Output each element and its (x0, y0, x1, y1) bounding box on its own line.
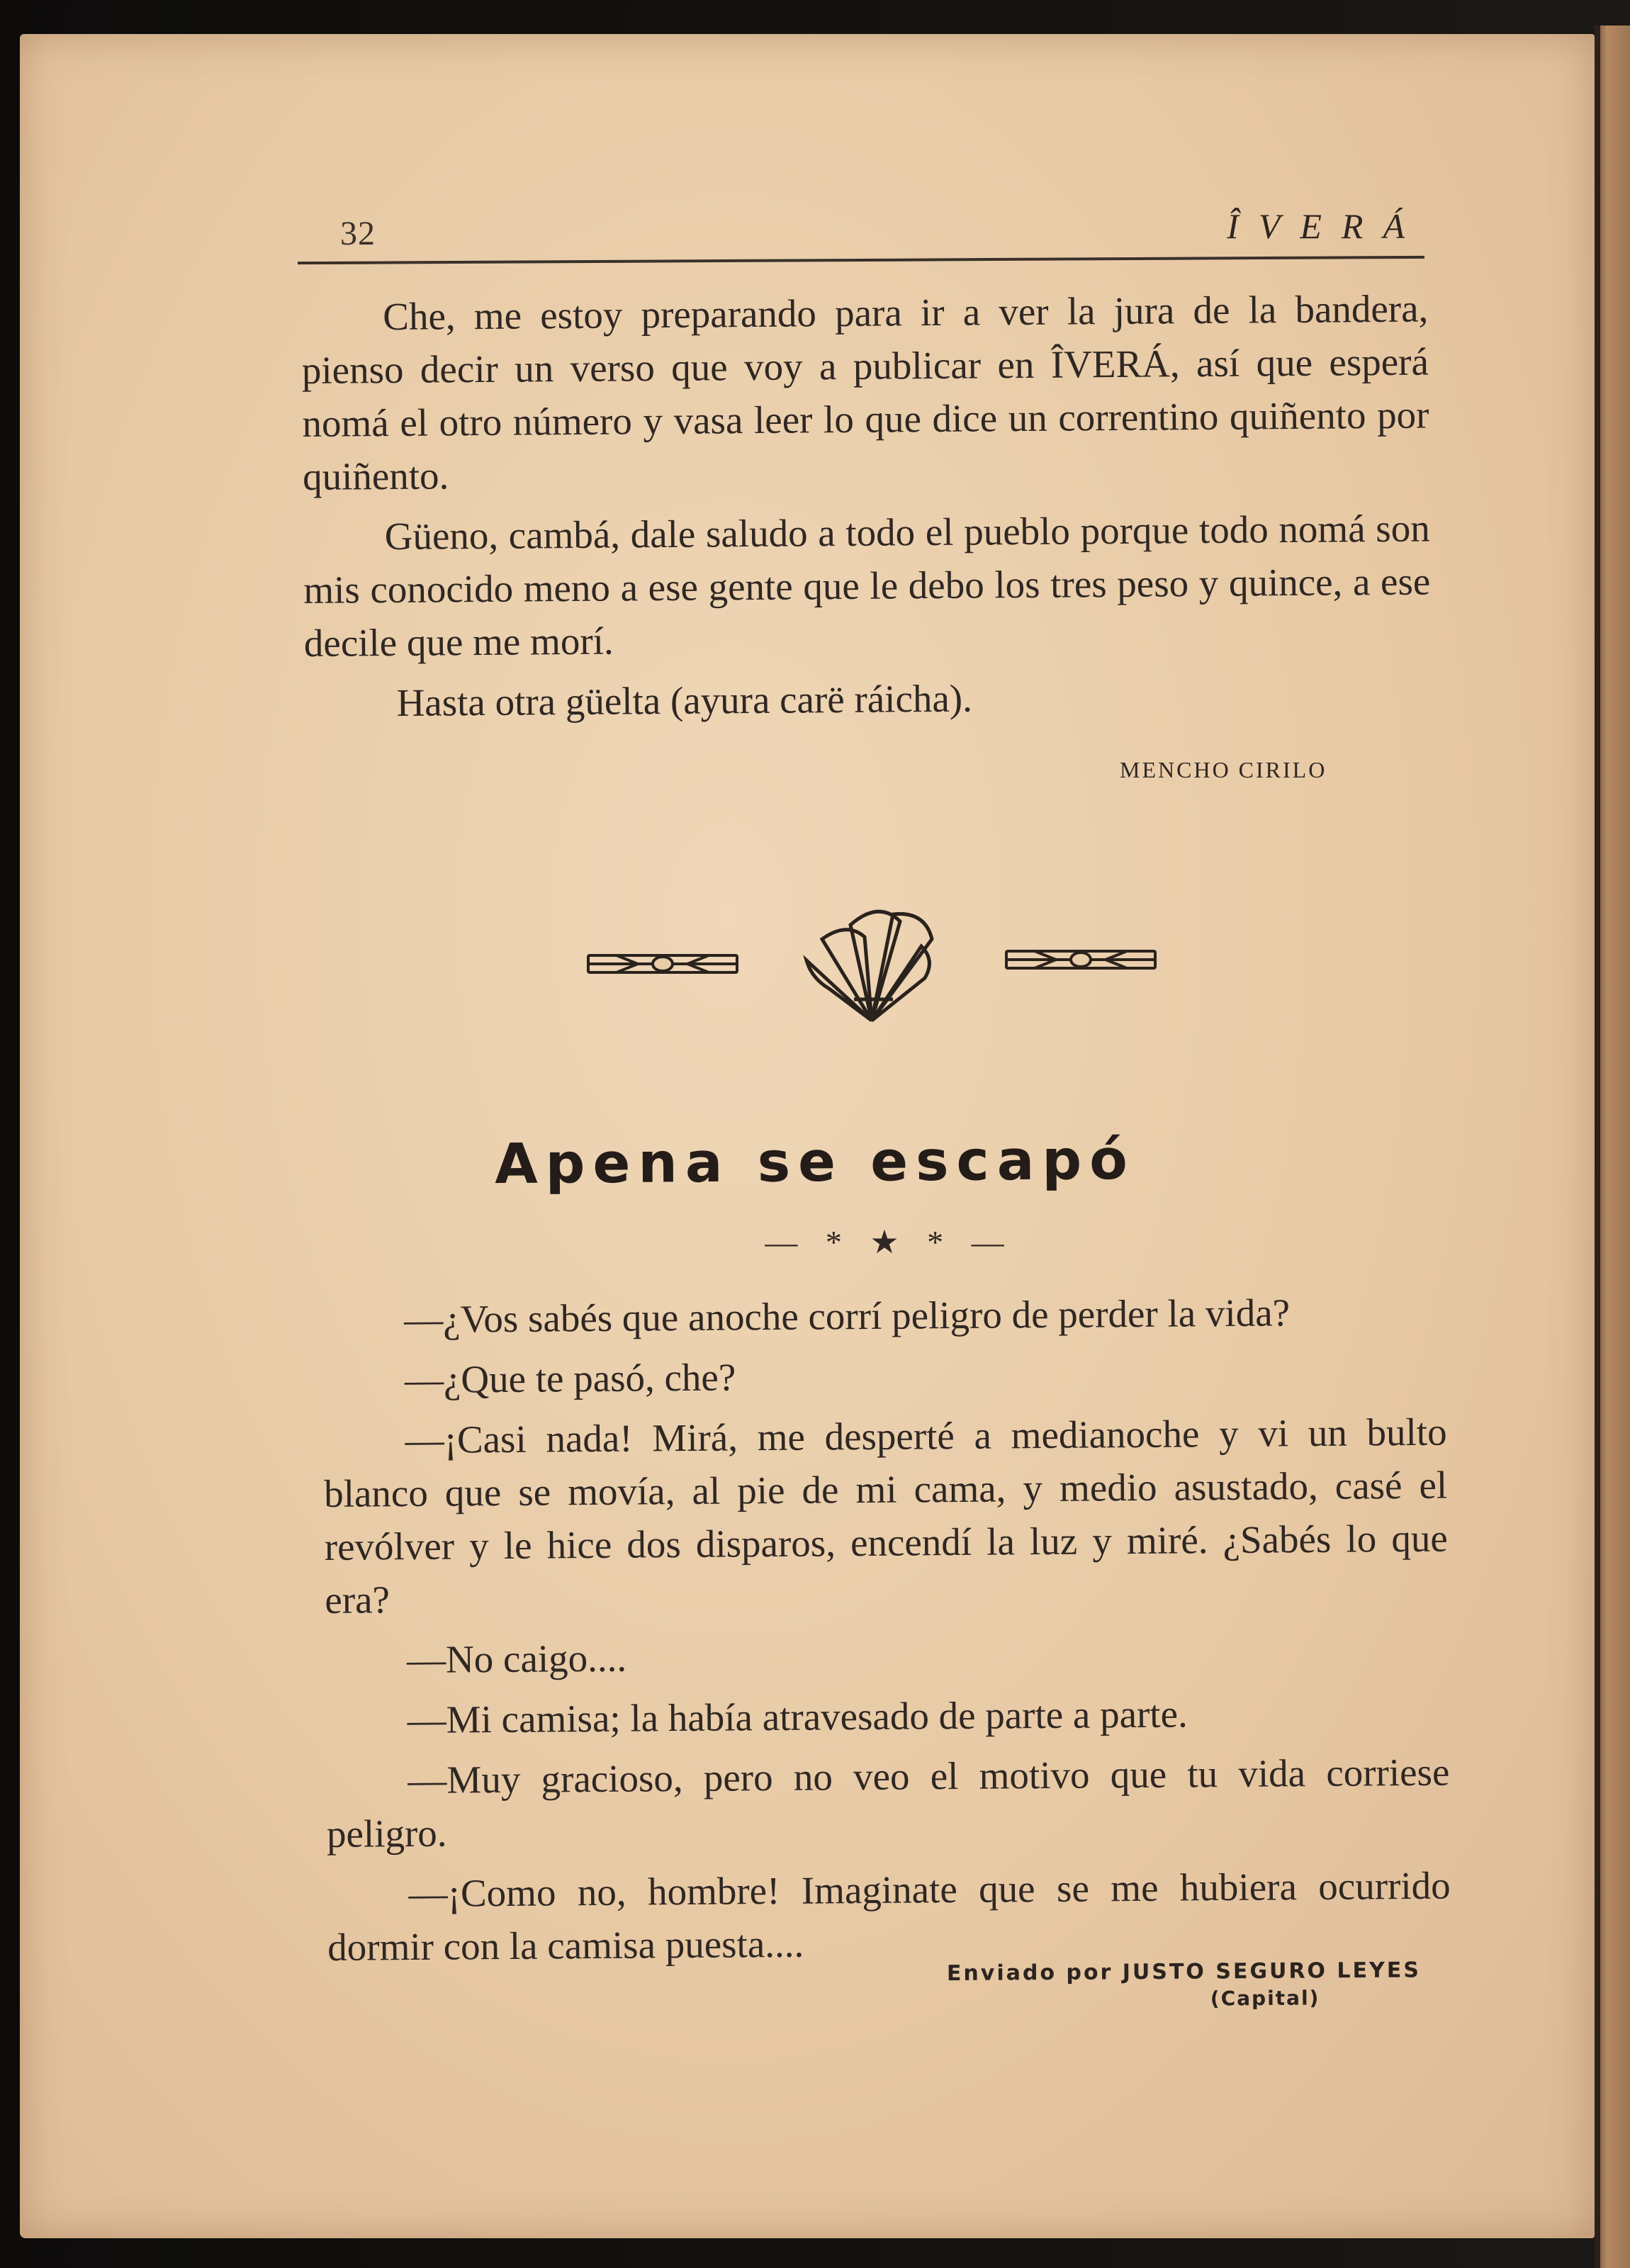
credit-location: (Capital) (1210, 1986, 1320, 2011)
story-text (322, 1285, 1451, 1974)
letter-paragraph: Che, me estoy preparando para ir a ver la jura de la bandera, pienso decir un verso que voy a publicar en ÎVERÁ, así que esperá nomá el otro número y vasa leer lo que dice un correntino quiñento por quiñento. (301, 286, 1429, 498)
letter-text (301, 282, 1432, 730)
credit-prefix: Enviado por (946, 1960, 1113, 1987)
dialogue-line: —¡Como no, hombre! Imaginate que se me hubiera ocurrido dormir con la camisa puesta.... (327, 1863, 1451, 1969)
right-double-arrow-bar-icon (1006, 951, 1155, 968)
dialogue-line: —¿Vos sabés que anoche corrí peligro de perder la vida? (404, 1291, 1291, 1342)
star-separator: — * ★ * — (765, 1224, 1014, 1260)
dialogue-line: —Muy gracioso, pero no veo el motivo que tu vida corriese peligro. (326, 1750, 1450, 1856)
fan-shell-ornament-icon (567, 893, 1176, 1035)
credit-line (896, 1958, 1421, 1986)
fan-shell-icon (806, 911, 932, 1021)
page-number: 32 (340, 215, 376, 252)
story-credit (896, 1958, 1421, 2012)
letter-sign-off: Hasta otra güelta (ayura carë ráicha). (396, 676, 973, 724)
credit-author: JUSTO SEGURO LEYES (1122, 1958, 1421, 1985)
letter-paragraph: Güeno, cambá, dale saludo a todo el pueblo porque todo nomá son mis conocido meno a ese gente que le debo los tres peso y quince, a ese decile que me morí. (303, 506, 1431, 665)
running-title: ÎVERÁ (1227, 206, 1424, 246)
left-double-arrow-bar-icon (588, 955, 737, 972)
dialogue-line: —¿Que te pasó, che? (404, 1355, 736, 1402)
running-header (298, 206, 1424, 255)
letter-signature: MENCHO CIRILO (1120, 757, 1327, 782)
story-title: Apena se escapó (494, 1128, 1136, 1197)
dialogue-line: —¡Casi nada! Mirá, me desperté a medianoche y vi un bulto blanco que se movía, al pie de mi cama, y medio asustado, casé el revólver y le hice dos disparos, encendí la luz y miré. ¿Sabés lo que era? (323, 1410, 1448, 1622)
dialogue-line: —Mi camisa; la había atravesado de parte a parte. (407, 1692, 1188, 1742)
dialogue-line: —No caigo.... (406, 1636, 627, 1682)
